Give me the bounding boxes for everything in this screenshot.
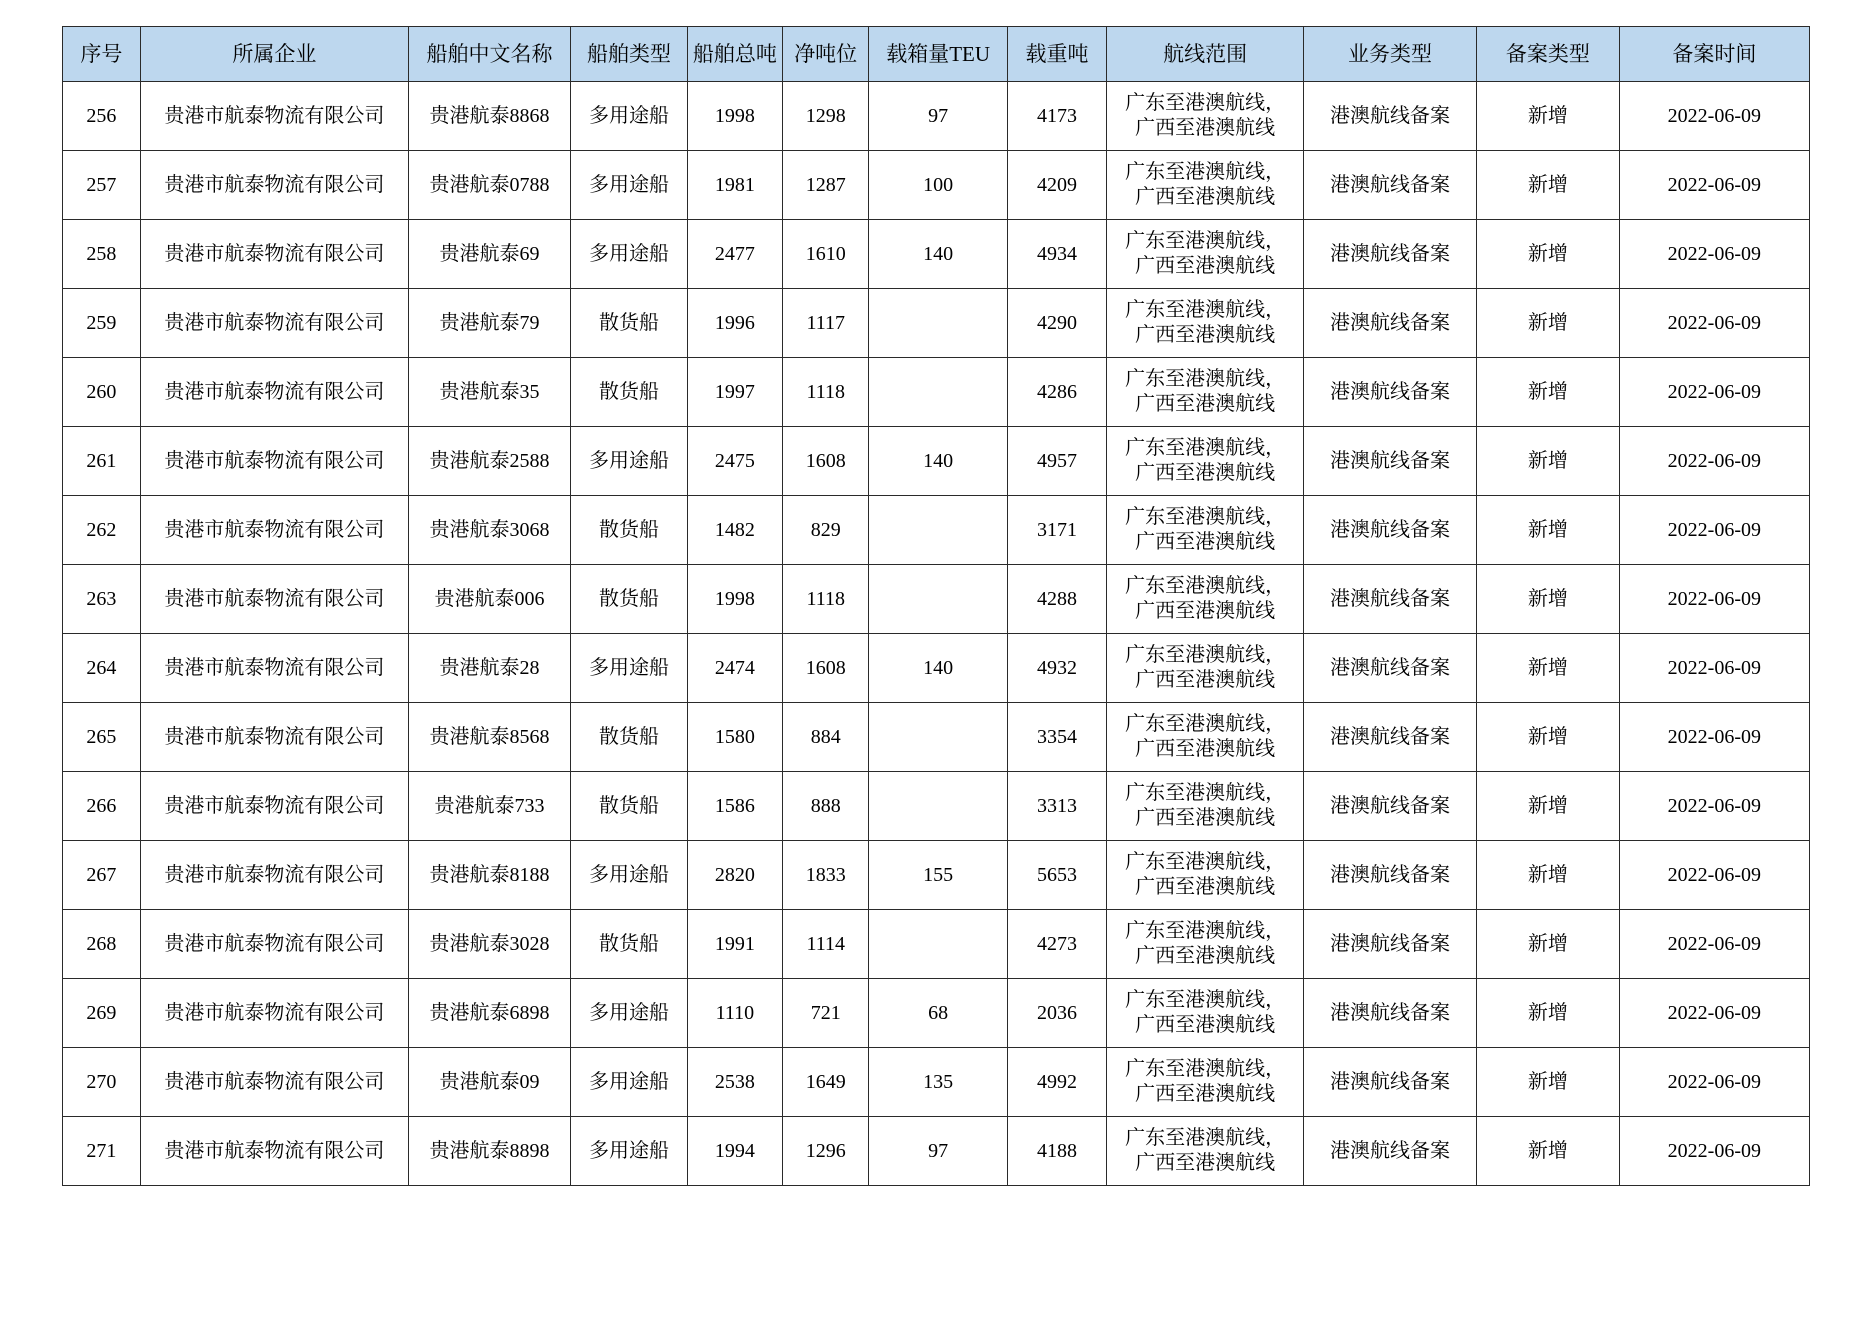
cell-gross-tonnage: 1998 [687,82,782,151]
cell-seq: 264 [63,634,141,703]
cell-teu: 97 [869,82,1007,151]
cell-ship-type: 多用途船 [571,1117,688,1186]
route-line: 广西至港澳航线 [1135,255,1276,277]
cell-route-range [1107,496,1304,565]
cell-seq: 268 [63,910,141,979]
cell-record-date: 2022-06-09 [1619,634,1809,703]
cell-business-type: 港澳航线备案 [1304,151,1477,220]
cell-record-type: 新增 [1476,841,1619,910]
cell-gross-tonnage: 1994 [687,1117,782,1186]
cell-record-date: 2022-06-09 [1619,289,1809,358]
cell-route-range [1107,910,1304,979]
table-row [63,979,1810,1048]
cell-deadweight: 3171 [1007,496,1106,565]
cell-ship-name: 贵港航泰8188 [408,841,570,910]
cell-gross-tonnage: 2538 [687,1048,782,1117]
cell-record-type: 新增 [1476,289,1619,358]
cell-company: 贵港市航泰物流有限公司 [140,910,408,979]
column-header-ship-type: 船舶类型 [571,27,688,82]
cell-route-range [1107,979,1304,1048]
cell-ship-name: 贵港航泰09 [408,1048,570,1117]
cell-record-type: 新增 [1476,1117,1619,1186]
cell-gross-tonnage: 2820 [687,841,782,910]
cell-net-tonnage: 1296 [782,1117,868,1186]
route-line: 广东至港澳航线， [1125,161,1286,183]
cell-ship-name: 贵港航泰6898 [408,979,570,1048]
route-line: 广西至港澳航线 [1135,876,1276,898]
cell-route-range [1107,565,1304,634]
route-line: 广西至港澳航线 [1135,669,1276,691]
cell-ship-type: 多用途船 [571,979,688,1048]
route-line: 广东至港澳航线， [1125,851,1286,873]
cell-route-range [1107,703,1304,772]
cell-record-type: 新增 [1476,979,1619,1048]
cell-ship-type: 多用途船 [571,151,688,220]
cell-route-range [1107,289,1304,358]
column-header-record-type: 备案类型 [1476,27,1619,82]
route-line: 广东至港澳航线， [1125,989,1286,1011]
cell-ship-type: 多用途船 [571,220,688,289]
cell-record-date: 2022-06-09 [1619,565,1809,634]
cell-ship-name: 贵港航泰8898 [408,1117,570,1186]
column-header-deadweight: 载重吨 [1007,27,1106,82]
cell-ship-name: 贵港航泰28 [408,634,570,703]
cell-net-tonnage: 1610 [782,220,868,289]
cell-teu: 135 [869,1048,1007,1117]
cell-gross-tonnage: 1996 [687,289,782,358]
cell-net-tonnage: 1608 [782,427,868,496]
cell-ship-type: 散货船 [571,358,688,427]
cell-seq: 267 [63,841,141,910]
table-row [63,910,1810,979]
cell-company: 贵港市航泰物流有限公司 [140,82,408,151]
column-header-company: 所属企业 [140,27,408,82]
cell-business-type: 港澳航线备案 [1304,772,1477,841]
cell-ship-type: 散货船 [571,289,688,358]
column-header-record-date: 备案时间 [1619,27,1809,82]
cell-net-tonnage: 884 [782,703,868,772]
cell-ship-name: 贵港航泰3028 [408,910,570,979]
cell-route-range [1107,1048,1304,1117]
table-row [63,565,1810,634]
route-line: 广西至港澳航线 [1135,393,1276,415]
cell-business-type: 港澳航线备案 [1304,358,1477,427]
column-header-teu: 载箱量TEU [869,27,1007,82]
route-line: 广西至港澳航线 [1135,738,1276,760]
cell-gross-tonnage: 1110 [687,979,782,1048]
cell-seq: 263 [63,565,141,634]
cell-record-date: 2022-06-09 [1619,358,1809,427]
cell-company: 贵港市航泰物流有限公司 [140,772,408,841]
cell-seq: 261 [63,427,141,496]
cell-seq: 266 [63,772,141,841]
cell-ship-type: 多用途船 [571,634,688,703]
route-line: 广东至港澳航线， [1125,368,1286,390]
route-line: 广东至港澳航线， [1125,92,1286,114]
route-line: 广西至港澳航线 [1135,807,1276,829]
cell-deadweight: 4209 [1007,151,1106,220]
cell-company: 贵港市航泰物流有限公司 [140,634,408,703]
table-row [63,703,1810,772]
cell-record-type: 新增 [1476,634,1619,703]
table-row [63,220,1810,289]
cell-record-date: 2022-06-09 [1619,841,1809,910]
column-header-seq: 序号 [63,27,141,82]
cell-record-type: 新增 [1476,220,1619,289]
cell-seq: 257 [63,151,141,220]
route-line: 广东至港澳航线， [1125,575,1286,597]
cell-ship-name: 贵港航泰8868 [408,82,570,151]
cell-business-type: 港澳航线备案 [1304,841,1477,910]
cell-gross-tonnage: 1998 [687,565,782,634]
cell-net-tonnage: 721 [782,979,868,1048]
table-row [63,358,1810,427]
cell-company: 贵港市航泰物流有限公司 [140,841,408,910]
cell-business-type: 港澳航线备案 [1304,634,1477,703]
cell-company: 贵港市航泰物流有限公司 [140,979,408,1048]
cell-company: 贵港市航泰物流有限公司 [140,289,408,358]
cell-deadweight: 3313 [1007,772,1106,841]
cell-company: 贵港市航泰物流有限公司 [140,427,408,496]
cell-seq: 258 [63,220,141,289]
table-row [63,1117,1810,1186]
cell-company: 贵港市航泰物流有限公司 [140,220,408,289]
route-line: 广东至港澳航线， [1125,713,1286,735]
cell-net-tonnage: 1649 [782,1048,868,1117]
cell-route-range [1107,151,1304,220]
cell-deadweight: 3354 [1007,703,1106,772]
cell-ship-type: 散货船 [571,496,688,565]
ship-records-table [62,26,1810,1186]
cell-record-date: 2022-06-09 [1619,703,1809,772]
cell-seq: 260 [63,358,141,427]
cell-teu: 97 [869,1117,1007,1186]
cell-teu [869,703,1007,772]
cell-record-date: 2022-06-09 [1619,220,1809,289]
cell-route-range [1107,427,1304,496]
cell-teu [869,565,1007,634]
cell-company: 贵港市航泰物流有限公司 [140,1117,408,1186]
cell-deadweight: 4288 [1007,565,1106,634]
column-header-ship-name: 船舶中文名称 [408,27,570,82]
table-body [63,82,1810,1186]
cell-teu [869,496,1007,565]
cell-gross-tonnage: 1991 [687,910,782,979]
cell-seq: 262 [63,496,141,565]
cell-company: 贵港市航泰物流有限公司 [140,565,408,634]
cell-record-date: 2022-06-09 [1619,910,1809,979]
column-header-gross-tonnage: 船舶总吨 [687,27,782,82]
cell-deadweight: 4932 [1007,634,1106,703]
cell-business-type: 港澳航线备案 [1304,1117,1477,1186]
cell-ship-name: 贵港航泰2588 [408,427,570,496]
route-line: 广东至港澳航线， [1125,230,1286,252]
cell-ship-name: 贵港航泰0788 [408,151,570,220]
route-line: 广西至港澳航线 [1135,531,1276,553]
cell-ship-name: 贵港航泰006 [408,565,570,634]
cell-ship-type: 散货船 [571,703,688,772]
column-header-business-type: 业务类型 [1304,27,1477,82]
table-header-row [63,27,1810,82]
cell-deadweight: 4290 [1007,289,1106,358]
cell-net-tonnage: 1114 [782,910,868,979]
cell-route-range [1107,82,1304,151]
cell-record-date: 2022-06-09 [1619,82,1809,151]
cell-seq: 269 [63,979,141,1048]
cell-business-type: 港澳航线备案 [1304,703,1477,772]
cell-deadweight: 4957 [1007,427,1106,496]
column-header-route-range: 航线范围 [1107,27,1304,82]
cell-business-type: 港澳航线备案 [1304,82,1477,151]
cell-route-range [1107,1117,1304,1186]
cell-business-type: 港澳航线备案 [1304,1048,1477,1117]
cell-company: 贵港市航泰物流有限公司 [140,1048,408,1117]
table-row [63,1048,1810,1117]
cell-ship-type: 散货船 [571,772,688,841]
route-line: 广东至港澳航线， [1125,1127,1286,1149]
cell-gross-tonnage: 1586 [687,772,782,841]
cell-record-type: 新增 [1476,772,1619,841]
cell-route-range [1107,772,1304,841]
cell-ship-name: 贵港航泰69 [408,220,570,289]
route-line: 广西至港澳航线 [1135,1014,1276,1036]
cell-deadweight: 4173 [1007,82,1106,151]
route-line: 广东至港澳航线， [1125,299,1286,321]
route-line: 广西至港澳航线 [1135,462,1276,484]
cell-seq: 265 [63,703,141,772]
cell-teu [869,358,1007,427]
cell-record-type: 新增 [1476,565,1619,634]
cell-net-tonnage: 1287 [782,151,868,220]
cell-gross-tonnage: 1997 [687,358,782,427]
cell-record-type: 新增 [1476,151,1619,220]
column-header-net-tonnage: 净吨位 [782,27,868,82]
cell-record-date: 2022-06-09 [1619,496,1809,565]
cell-record-type: 新增 [1476,703,1619,772]
cell-net-tonnage: 1298 [782,82,868,151]
cell-route-range [1107,841,1304,910]
cell-teu: 140 [869,220,1007,289]
cell-teu: 155 [869,841,1007,910]
cell-deadweight: 4286 [1007,358,1106,427]
cell-ship-type: 散货船 [571,910,688,979]
cell-deadweight: 4992 [1007,1048,1106,1117]
cell-gross-tonnage: 2477 [687,220,782,289]
cell-seq: 270 [63,1048,141,1117]
cell-route-range [1107,220,1304,289]
route-line: 广西至港澳航线 [1135,186,1276,208]
table-header [63,27,1810,82]
table-row [63,841,1810,910]
cell-teu [869,910,1007,979]
route-line: 广西至港澳航线 [1135,1083,1276,1105]
cell-seq: 259 [63,289,141,358]
route-line: 广西至港澳航线 [1135,945,1276,967]
cell-business-type: 港澳航线备案 [1304,289,1477,358]
cell-net-tonnage: 1117 [782,289,868,358]
cell-route-range [1107,358,1304,427]
table-row [63,82,1810,151]
table-row [63,289,1810,358]
cell-net-tonnage: 1118 [782,565,868,634]
cell-business-type: 港澳航线备案 [1304,220,1477,289]
cell-seq: 271 [63,1117,141,1186]
cell-record-date: 2022-06-09 [1619,772,1809,841]
cell-record-date: 2022-06-09 [1619,979,1809,1048]
cell-gross-tonnage: 1580 [687,703,782,772]
cell-company: 贵港市航泰物流有限公司 [140,151,408,220]
cell-teu [869,772,1007,841]
route-line: 广西至港澳航线 [1135,324,1276,346]
cell-ship-type: 多用途船 [571,841,688,910]
cell-teu: 140 [869,427,1007,496]
cell-record-date: 2022-06-09 [1619,427,1809,496]
cell-deadweight: 2036 [1007,979,1106,1048]
cell-deadweight: 4934 [1007,220,1106,289]
table-row [63,634,1810,703]
route-line: 广西至港澳航线 [1135,1152,1276,1174]
cell-route-range [1107,634,1304,703]
cell-company: 贵港市航泰物流有限公司 [140,703,408,772]
cell-record-type: 新增 [1476,427,1619,496]
cell-net-tonnage: 829 [782,496,868,565]
cell-ship-name: 贵港航泰79 [408,289,570,358]
route-line: 广东至港澳航线， [1125,1058,1286,1080]
cell-ship-name: 贵港航泰733 [408,772,570,841]
cell-ship-name: 贵港航泰35 [408,358,570,427]
cell-business-type: 港澳航线备案 [1304,910,1477,979]
route-line: 广东至港澳航线， [1125,506,1286,528]
route-line: 广东至港澳航线， [1125,437,1286,459]
cell-seq: 256 [63,82,141,151]
cell-ship-type: 散货船 [571,565,688,634]
cell-record-type: 新增 [1476,1048,1619,1117]
cell-ship-type: 多用途船 [571,82,688,151]
cell-record-date: 2022-06-09 [1619,1117,1809,1186]
cell-ship-type: 多用途船 [571,427,688,496]
table-row [63,151,1810,220]
cell-record-type: 新增 [1476,910,1619,979]
cell-gross-tonnage: 2475 [687,427,782,496]
cell-record-type: 新增 [1476,82,1619,151]
cell-business-type: 港澳航线备案 [1304,979,1477,1048]
cell-teu: 100 [869,151,1007,220]
cell-teu: 140 [869,634,1007,703]
cell-record-date: 2022-06-09 [1619,1048,1809,1117]
cell-deadweight: 4188 [1007,1117,1106,1186]
cell-deadweight: 5653 [1007,841,1106,910]
cell-net-tonnage: 1608 [782,634,868,703]
route-line: 广西至港澳航线 [1135,600,1276,622]
cell-ship-name: 贵港航泰8568 [408,703,570,772]
route-line: 广东至港澳航线， [1125,644,1286,666]
cell-net-tonnage: 888 [782,772,868,841]
cell-teu: 68 [869,979,1007,1048]
cell-business-type: 港澳航线备案 [1304,496,1477,565]
table-row [63,427,1810,496]
cell-ship-type: 多用途船 [571,1048,688,1117]
cell-record-date: 2022-06-09 [1619,151,1809,220]
cell-business-type: 港澳航线备案 [1304,565,1477,634]
route-line: 广东至港澳航线， [1125,920,1286,942]
cell-record-type: 新增 [1476,496,1619,565]
route-line: 广西至港澳航线 [1135,117,1276,139]
cell-company: 贵港市航泰物流有限公司 [140,358,408,427]
cell-gross-tonnage: 1482 [687,496,782,565]
cell-net-tonnage: 1118 [782,358,868,427]
cell-ship-name: 贵港航泰3068 [408,496,570,565]
cell-business-type: 港澳航线备案 [1304,427,1477,496]
cell-net-tonnage: 1833 [782,841,868,910]
route-line: 广东至港澳航线， [1125,782,1286,804]
table-row [63,772,1810,841]
cell-record-type: 新增 [1476,358,1619,427]
cell-company: 贵港市航泰物流有限公司 [140,496,408,565]
cell-teu [869,289,1007,358]
cell-gross-tonnage: 2474 [687,634,782,703]
cell-deadweight: 4273 [1007,910,1106,979]
cell-gross-tonnage: 1981 [687,151,782,220]
table-row [63,496,1810,565]
